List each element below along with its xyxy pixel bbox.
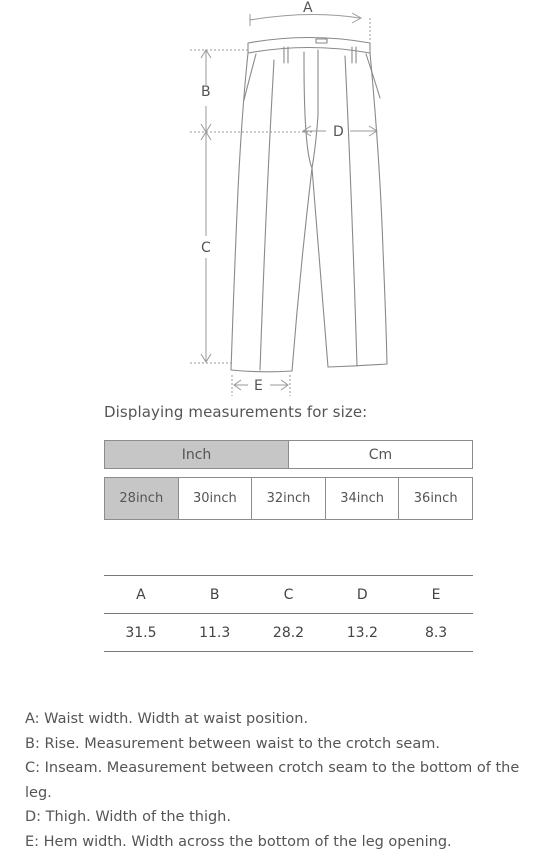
diagram-label-b: B <box>201 84 211 100</box>
unit-toggle <box>104 440 473 469</box>
size-picker <box>104 477 473 520</box>
value-c: 28.2 <box>272 624 305 641</box>
legend-item-d: D: Thigh. Width of the thigh. <box>25 809 231 826</box>
fly <box>304 50 318 168</box>
size-caption: Displaying measurements for size: <box>104 403 368 421</box>
pants-measurement-diagram <box>0 0 550 400</box>
column-header-e: E <box>431 586 441 603</box>
table-header-row <box>104 576 473 614</box>
legend-item-c: C: Inseam. Measurement between crotch seam to the bottom of the leg. <box>25 760 520 801</box>
diagram-label-d: D <box>333 124 344 140</box>
unit-option-inch[interactable]: Inch <box>105 441 288 468</box>
column-header-b: B <box>209 586 220 603</box>
value-d: 13.2 <box>346 624 378 641</box>
size-option-28[interactable]: 28inch <box>105 478 178 519</box>
size-option-36[interactable]: 36inch <box>398 478 472 519</box>
diagram-label-e: E <box>254 378 263 394</box>
right-inseam <box>312 168 328 367</box>
measurement-table <box>104 575 473 652</box>
column-header-a: A <box>136 586 146 603</box>
left-outer-seam <box>231 53 248 370</box>
right-crease <box>345 56 357 366</box>
size-option-34[interactable]: 34inch <box>325 478 399 519</box>
left-crease <box>260 60 274 370</box>
legend-item-a: A: Waist width. Width at waist position. <box>25 711 309 727</box>
legend-item-e: E: Hem width. Width across the bottom of the leg opening. <box>25 833 452 850</box>
measurement-legend <box>25 707 530 855</box>
size-option-30[interactable]: 30inch <box>178 478 252 519</box>
value-e: 8.3 <box>424 624 448 641</box>
column-header-c: C <box>283 586 294 603</box>
left-inseam <box>292 168 312 371</box>
table-row <box>104 614 473 652</box>
value-b: 11.3 <box>199 624 231 641</box>
unit-option-cm[interactable]: Cm <box>288 441 472 468</box>
diagram-label-c: C <box>201 240 211 256</box>
size-option-32[interactable]: 32inch <box>251 478 325 519</box>
column-header-d: D <box>356 586 368 603</box>
waist-button <box>316 39 327 43</box>
left-hem <box>231 370 292 372</box>
value-a: 31.5 <box>125 624 157 641</box>
diagram-label-a: A <box>303 0 313 16</box>
legend-item-b: B: Rise. Measurement between waist to the crotch seam. <box>25 735 440 752</box>
right-outer-seam <box>370 53 387 364</box>
